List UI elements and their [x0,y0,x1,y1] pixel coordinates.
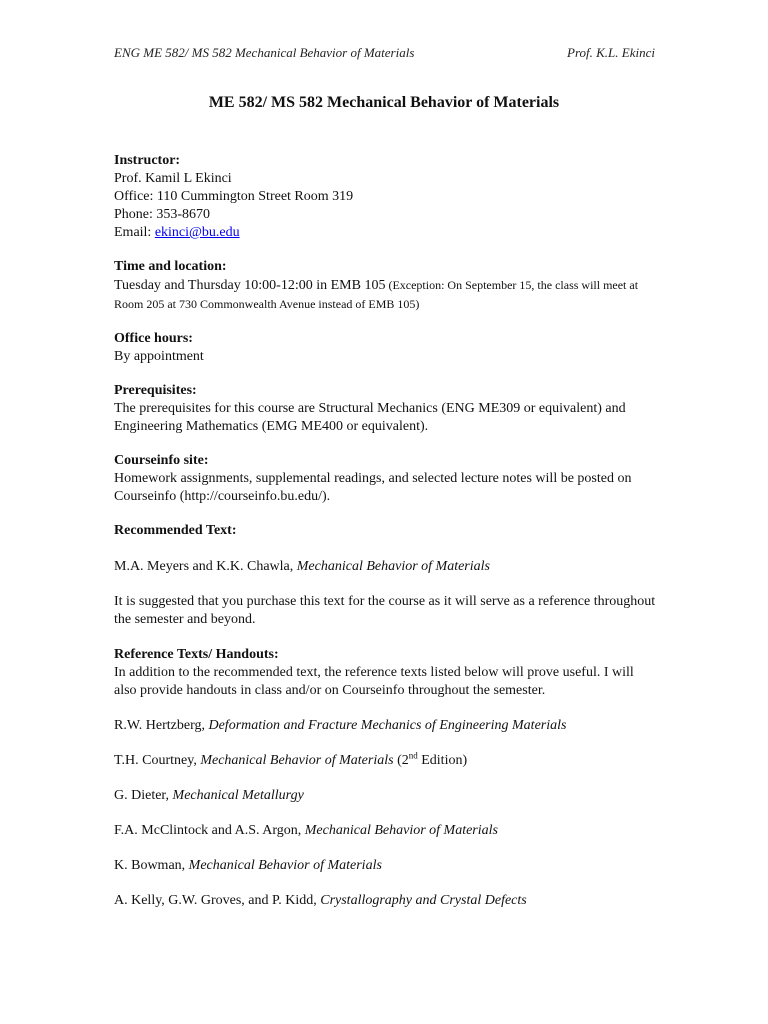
time-location-note: (Exception: On September 15, the class will meet at Room 205 at 730 Commonwealth Avenue instead of EMB 105) [114,278,639,311]
reference-item [114,857,659,875]
courseinfo-heading: Courseinfo site: [114,453,209,468]
reference-item [114,787,659,805]
reference-authors: G. Dieter, [114,788,173,803]
instructor-section [114,152,659,242]
office-hours-heading: Office hours: [114,331,193,346]
reference-item [114,752,659,770]
prerequisites-heading: Prerequisites: [114,383,197,398]
email-label: Email: [114,225,155,240]
instructor-email-line [114,224,659,242]
instructor-office: Office: 110 Cummington Street Room 319 [114,189,354,204]
reference-title: Mechanical Metallurgy [172,788,304,803]
time-location-text [114,276,659,314]
instructor-name: Prof. Kamil L Ekinci [114,171,232,186]
references-intro: In addition to the recommended text, the reference texts listed below will prove useful. I will also provide handouts in class and/or on Courseinfo throughout the semester. [114,665,634,698]
reference-title: Mechanical Behavior of Materials [200,753,394,768]
reference-authors: K. Bowman, [114,858,189,873]
reference-edition-sup: nd [408,750,418,761]
reference-edition: (2 [393,753,409,768]
references-heading: Reference Texts/ Handouts: [114,647,279,662]
reference-title: Mechanical Behavior of Materials [188,858,382,873]
time-location-section [114,258,659,314]
recommended-heading: Recommended Text: [114,523,237,538]
prerequisites-section [114,382,659,436]
reference-authors: T.H. Courtney, [114,753,201,768]
time-location-main: Tuesday and Thursday 10:00-12:00 in EMB 105 [114,278,386,293]
reference-item [114,892,659,910]
reference-item [114,717,659,735]
reference-authors: R.W. Hertzberg, [114,718,209,733]
instructor-phone: Phone: 353-8670 [114,207,211,222]
recommended-authors: M.A. Meyers and K.K. Chawla, [114,559,297,574]
reference-title: Mechanical Behavior of Materials [304,823,498,838]
recommended-book [114,558,659,576]
header-professor: Prof. K.L. Ekinci [567,45,655,60]
page-title: ME 582/ MS 582 Mechanical Behavior of Materials [208,94,560,111]
office-hours-text: By appointment [114,349,204,364]
email-link[interactable]: ekinci@bu.edu [154,225,240,240]
reference-item [114,822,659,840]
prerequisites-text: The prerequisites for this course are Structural Mechanics (ENG ME309 or equivalent) and Engineering Mathematics (EMG ME400 or equivalent). [114,401,626,434]
reference-title: Crystallography and Crystal Defects [320,893,527,908]
references-section [114,646,659,910]
time-location-heading: Time and location: [114,259,227,274]
reference-edition-end: Edition) [417,753,468,768]
office-hours-section [114,330,659,366]
reference-authors: A. Kelly, G.W. Groves, and P. Kidd, [114,893,321,908]
recommended-note: It is suggested that you purchase this text for the course as it will serve as a reference throughout the semester and beyond. [114,594,656,627]
recommended-title: Mechanical Behavior of Materials [296,559,490,574]
recommended-section [114,522,659,629]
instructor-heading: Instructor: [114,153,181,168]
document-body [114,152,659,927]
header-course: ENG ME 582/ MS 582 Mechanical Behavior of Materials [114,45,415,60]
courseinfo-section [114,452,659,506]
reference-title: Deformation and Fracture Mechanics of Engineering Materials [208,718,567,733]
courseinfo-text: Homework assignments, supplemental readings, and selected lecture notes will be posted on Courseinfo (http://courseinfo.bu.edu/). [114,471,632,504]
reference-authors: F.A. McClintock and A.S. Argon, [114,823,305,838]
